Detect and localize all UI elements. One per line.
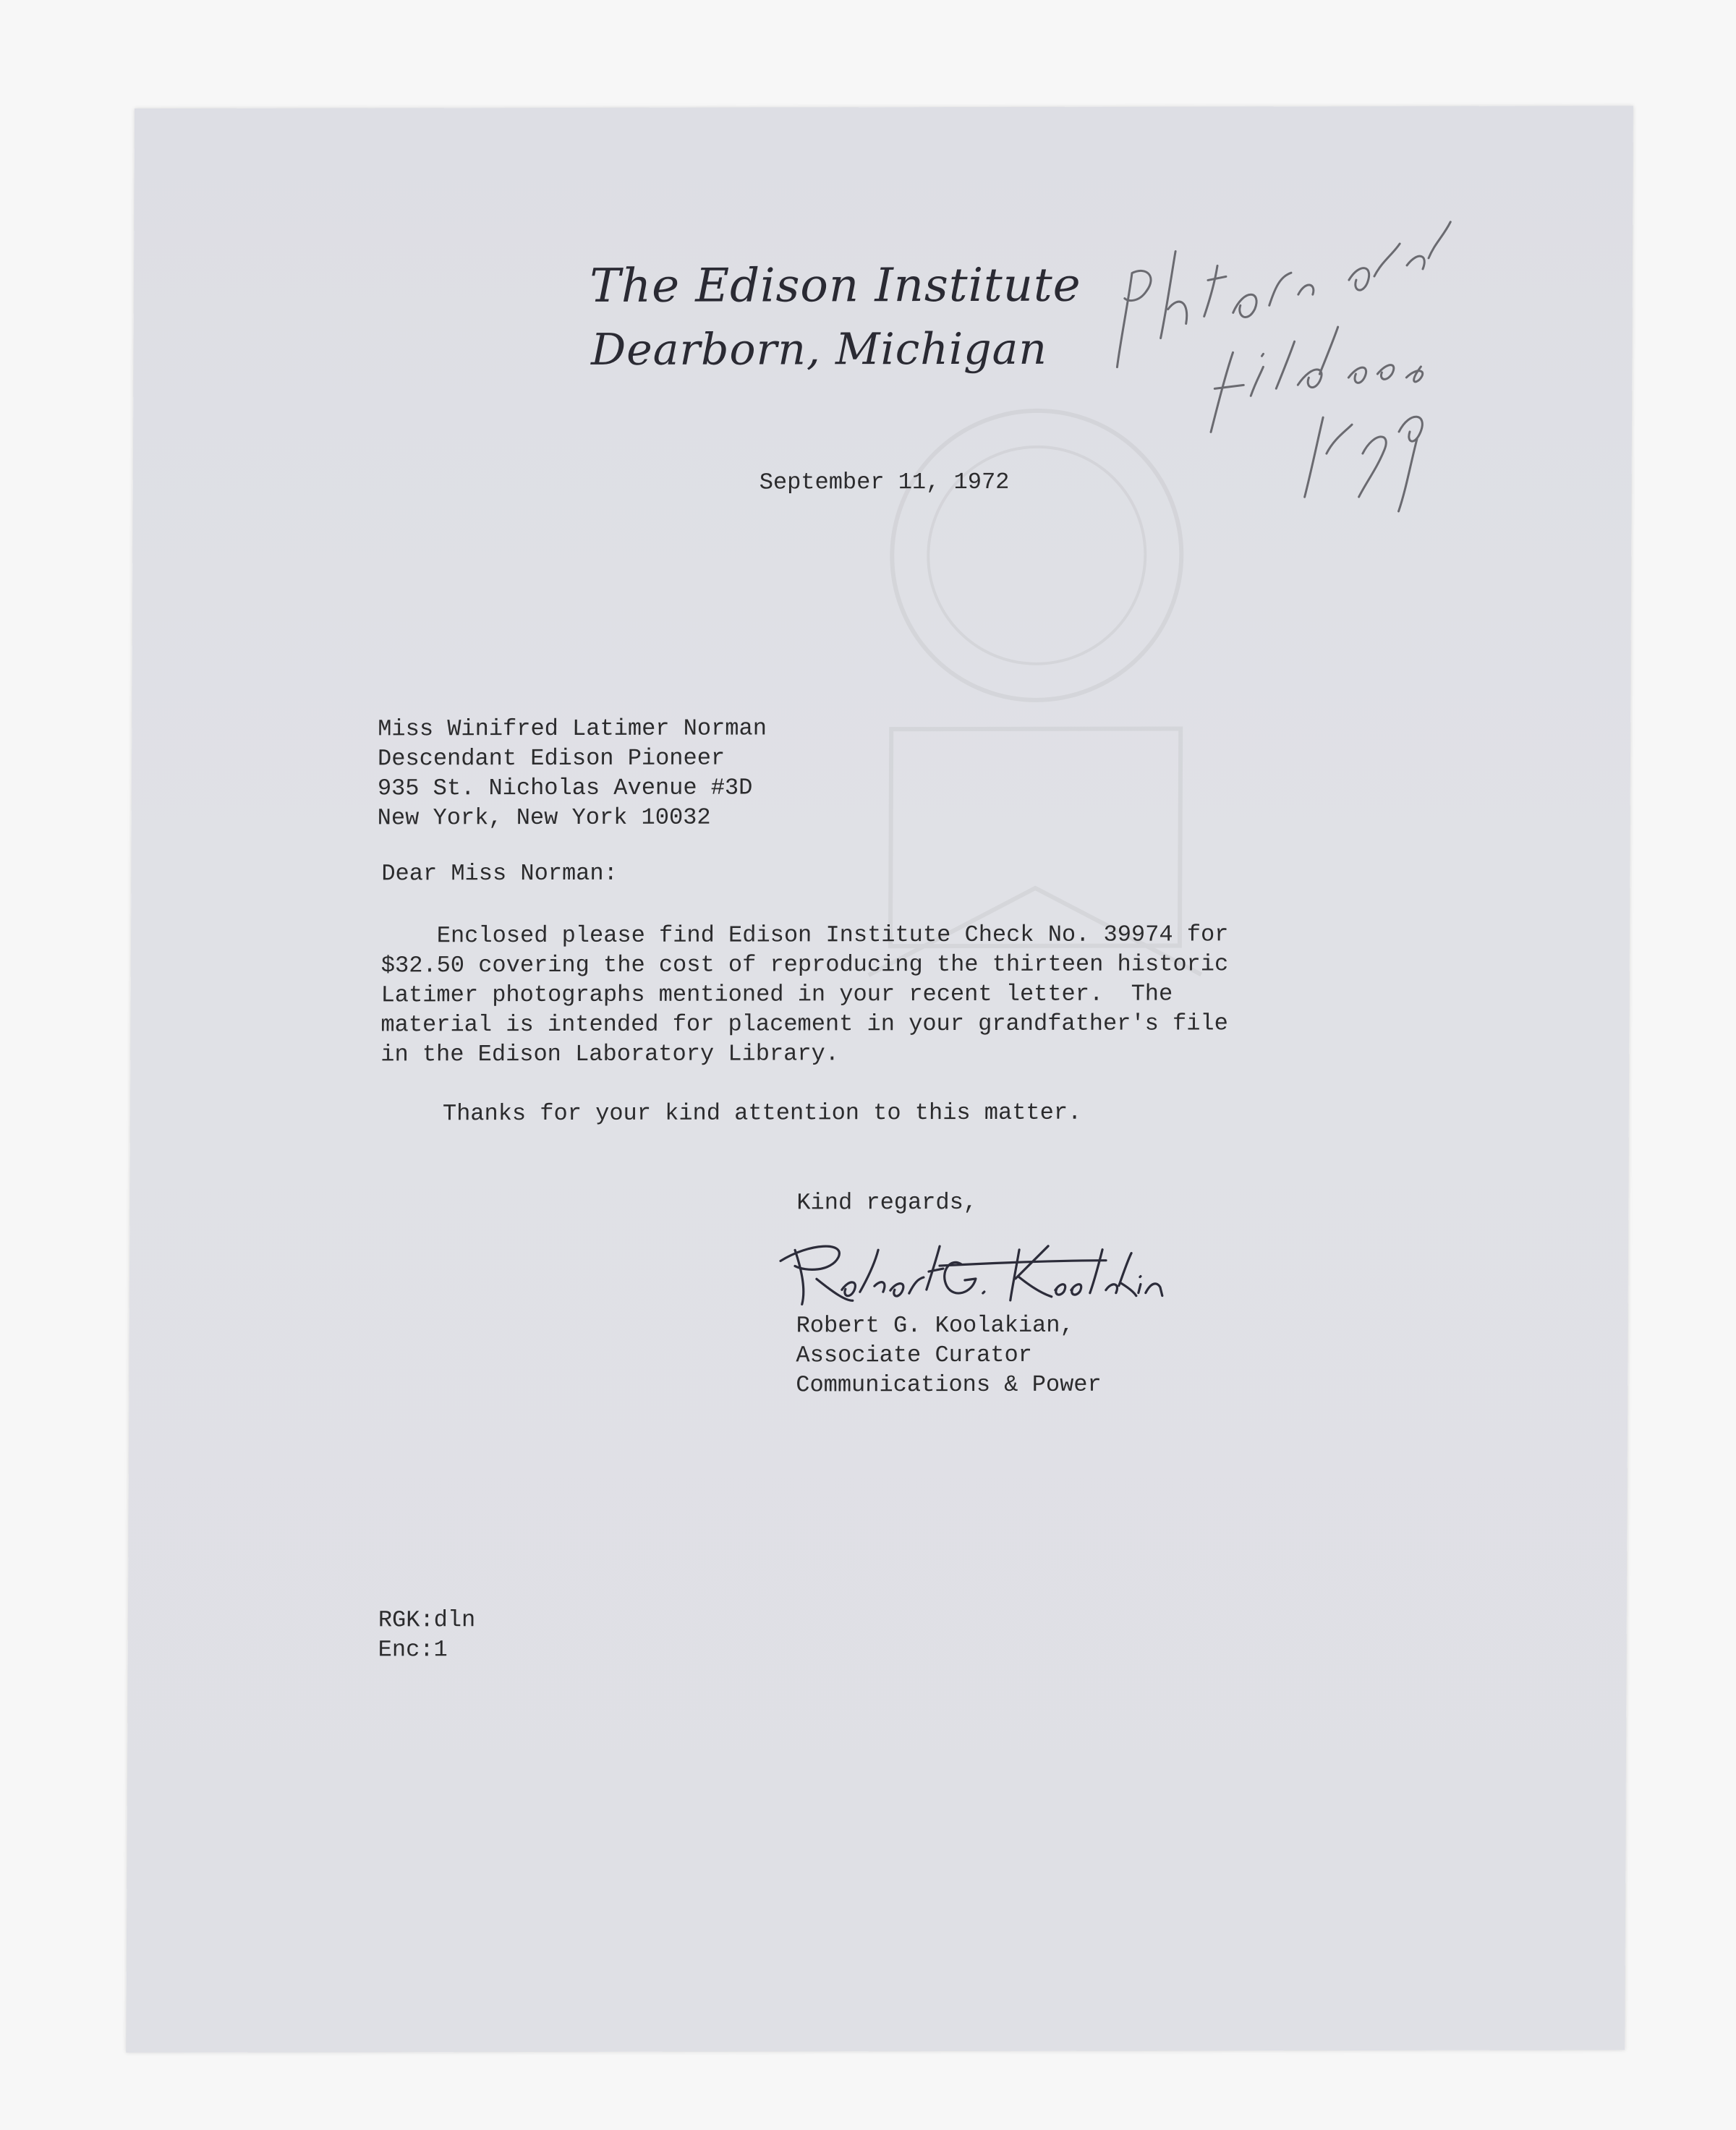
salutation: Dear Miss Norman: [381,859,618,887]
sender-name: Robert G. Koolakian, [796,1311,1074,1339]
letterhead-organization: The Edison Institute [590,258,1081,313]
recipient-name: Miss Winifred Latimer Norman [378,715,767,743]
body-line: Enclosed please find Edison Institute Check No. 39974 for [380,921,1229,950]
letterhead-location: Dearborn, Michigan [590,323,1048,375]
sender-title: Associate Curator [796,1341,1032,1369]
body-line: $32.50 covering the cost of reproducing the thirteen historic [380,950,1229,979]
recipient-street: 935 St. Nicholas Avenue #3D [377,774,753,802]
sender-signature-block [796,1311,1102,1400]
letter-page [126,106,1633,2053]
recipient-title: Descendant Edison Pioneer [377,744,726,772]
letter-date: September 11, 1972 [759,468,1010,496]
closing: Kind regards, [796,1188,978,1217]
recipient-city: New York, New York 10032 [377,804,711,832]
reference-initials: RGK:dln [378,1606,476,1634]
handwritten-margin-note [1087,193,1537,527]
handwritten-signature [766,1221,1172,1316]
thanks-line: Thanks for your kind attention to this matter. [442,1099,1082,1128]
enclosure-note: Enc:1 [378,1636,448,1663]
recipient-address [378,713,767,832]
body-line: in the Edison Laboratory Library. [380,1040,840,1068]
reference-notation [378,1605,476,1664]
body-line: material is intended for placement in your grandfather's file [380,1010,1228,1039]
body-line: Latimer photographs mentioned in your recent letter. The [380,980,1173,1009]
letter-body [380,919,1228,1069]
sender-department: Communications & Power [796,1371,1102,1399]
